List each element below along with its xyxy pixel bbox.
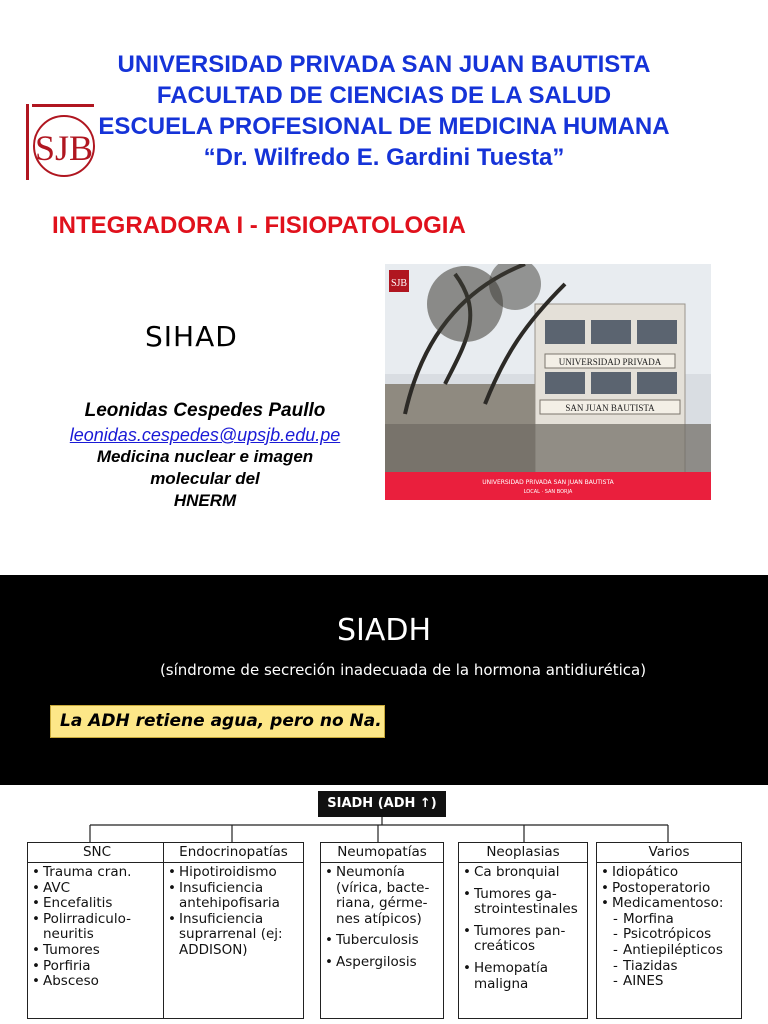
affiliation-line: molecular del xyxy=(150,469,260,488)
university-name: UNIVERSIDAD PRIVADA SAN JUAN BAUTISTA xyxy=(117,51,651,78)
sub-list-item: - Psicotrópicos xyxy=(601,927,741,943)
siadh-slide xyxy=(0,575,768,785)
list-item: • Insuficiencia antehipofisaria xyxy=(168,881,303,912)
cause-column-endocrinopatias xyxy=(163,842,304,1019)
course-title: INTEGRADORA I - FISIOPATOLOGIA xyxy=(52,212,466,239)
list-item: • Porfiria xyxy=(32,959,166,975)
list-item: • Encefalitis xyxy=(32,896,166,912)
list-item: • Tuberculosis xyxy=(325,933,443,949)
column-header: Endocrinopatías xyxy=(164,843,303,863)
sub-list-item: - Antiepilépticos xyxy=(601,943,741,959)
highlight-box: La ADH retiene agua, pero no Na. xyxy=(50,705,385,738)
causes-diagram-slide xyxy=(0,785,768,1024)
list-item: • Hemopatía maligna xyxy=(463,961,587,992)
list-item: • Tumores xyxy=(32,943,166,959)
building-sign-line1: UNIVERSIDAD PRIVADA xyxy=(558,357,662,367)
author-email-link[interactable]: leonidas.cespedes@upsjb.edu.pe xyxy=(69,425,341,445)
list-item: • Medicamentoso: xyxy=(601,896,741,912)
list-item: • Polirradiculo- neuritis xyxy=(32,912,166,943)
sub-list-item: - AINES xyxy=(601,974,741,990)
list-item: • Tumores ga- strointestinales xyxy=(463,887,587,918)
cause-column-varios xyxy=(596,842,742,1019)
faculty-name: FACULTAD DE CIENCIAS DE LA SALUD xyxy=(156,82,612,109)
sub-list-item: - Morfina xyxy=(601,912,741,928)
campus-building-photo xyxy=(385,264,711,500)
list-item: • Tumores pan- creáticos xyxy=(463,924,587,955)
list-item: • Trauma cran. xyxy=(32,865,166,881)
list-item: • Postoperatorio xyxy=(601,881,741,897)
topic-title: SIHAD xyxy=(145,320,238,353)
cause-column-snc xyxy=(27,842,167,1019)
column-header: Neumopatías xyxy=(321,843,443,863)
affiliation-line: Medicina nuclear e imagen xyxy=(96,447,314,466)
building-sign-line2: SAN JUAN BAUTISTA xyxy=(565,403,655,413)
photo-caption-sub: LOCAL · SAN BORJA xyxy=(523,489,573,495)
slide-subtitle: (síndrome de secreción inadecuada de la hormona antidiurética) xyxy=(159,661,647,679)
affiliation-line: HNERM xyxy=(173,491,237,510)
cause-column-neoplasias xyxy=(458,842,588,1019)
list-item: • Idiopático xyxy=(601,865,741,881)
column-header: SNC xyxy=(28,843,166,863)
list-item: • Absceso xyxy=(32,974,166,990)
list-item: • Aspergilosis xyxy=(325,955,443,971)
school-name: ESCUELA PROFESIONAL DE MEDICINA HUMANA xyxy=(98,113,670,140)
school-honoree: “Dr. Wilfredo E. Gardini Tuesta” xyxy=(203,144,565,171)
cause-column-neumopatias xyxy=(320,842,444,1019)
author-name: Leonidas Cespedes Paullo xyxy=(84,400,326,421)
list-item: • Hipotiroidismo xyxy=(168,865,303,881)
list-item: • Ca bronquial xyxy=(463,865,587,881)
siadh-root-node: SIADH (ADH ↑) xyxy=(318,791,446,817)
slide-title: SIADH xyxy=(336,613,432,648)
photo-logo-text: SJB xyxy=(390,278,408,289)
sub-list-item: - Tiazidas xyxy=(601,959,741,975)
list-item: • Neumonía (vírica, bacte- riana, gérme- nes atípicos) xyxy=(325,865,443,927)
column-header: Varios xyxy=(597,843,741,863)
logo-text: SJB xyxy=(34,128,94,168)
photo-caption: UNIVERSIDAD PRIVADA SAN JUAN BAUTISTA xyxy=(482,479,614,486)
list-item: • Insuficiencia suprarrenal (ej: ADDISON) xyxy=(168,912,303,959)
column-header: Neoplasias xyxy=(459,843,587,863)
list-item: • AVC xyxy=(32,881,166,897)
